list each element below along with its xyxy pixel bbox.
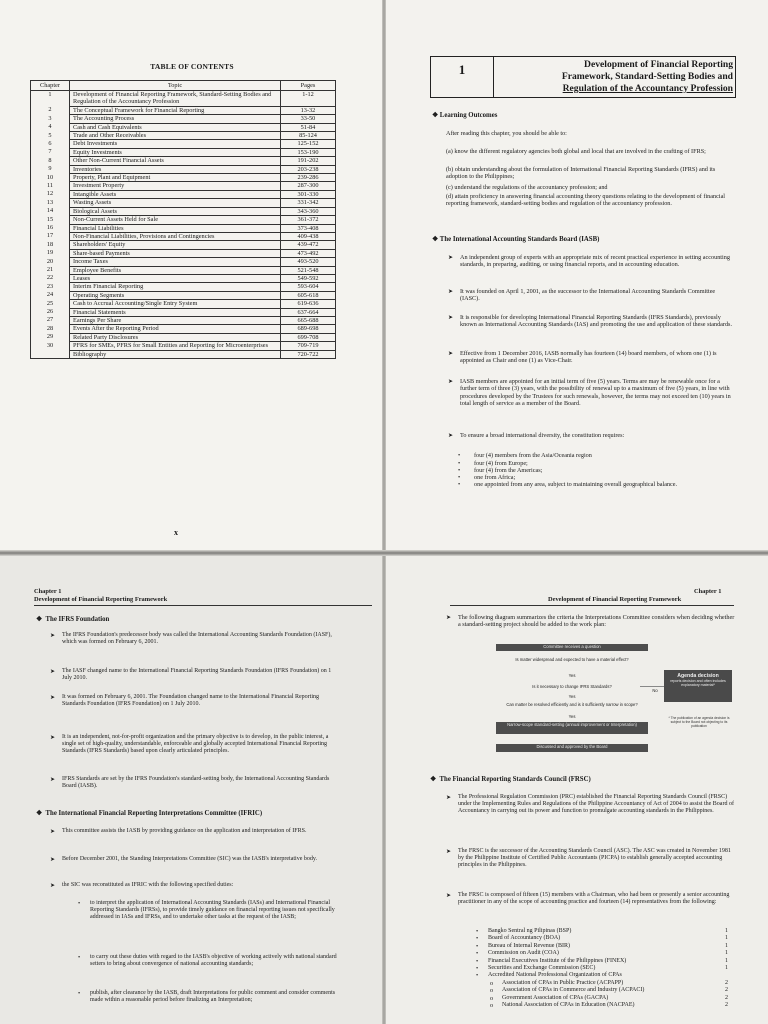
frsc-sub-member: National Association of CPAs in Education (NACPAE) [502, 1002, 635, 1008]
ifric-point: This committee assists the IASB by providing guidance on the application and interpretation of IFRS. [62, 828, 307, 834]
iasb-point: To ensure a broad international diversity, the constitution requires: [460, 432, 625, 439]
flow-yes-2: Yes [568, 694, 576, 699]
diamond-bullet-icon: ❖ [430, 776, 440, 783]
frsc-point: The Professional Regulation Commission (PRC) established the Financial Reporting Standards Council (FRSC) under the Implementing Rules and Regulations of the Philippine Accountancy of Act of 2004 to assist the Board of Accountancy in carrying out its power and function to promulgate accounting standards in the Philippines. [458, 794, 734, 815]
dot-bullet-icon: • [78, 900, 81, 907]
toc-pages: 373-408 [281, 224, 336, 232]
diversity-item: one from Africa; [474, 474, 516, 481]
toc-pages: 191-202 [281, 157, 336, 165]
agenda-subtitle: reports decision and often includes explanatory material* [670, 679, 726, 688]
dot-bullet-icon: • [458, 474, 461, 481]
circle-bullet-icon: o [490, 987, 494, 995]
toc-row [31, 190, 336, 198]
toc-chapter-number: 11 [31, 182, 70, 190]
toc-row [31, 123, 336, 131]
toc-topic: Employee Benefits [70, 266, 281, 274]
diamond-bullet-icon: ❖ [36, 616, 46, 623]
arrow-bullet-icon: ➤ [448, 379, 454, 385]
toc-chapter-number: 6 [31, 140, 70, 148]
iasb-point: Effective from 1 December 2016, IASB normally has fourteen (14) board members, of whom one (1) is appointed as Chair and one (1) as Vice-Chair. [460, 350, 717, 365]
frsc-member: Accredited National Professional Organization of CPAs [488, 972, 622, 979]
dot-bullet-icon: • [458, 481, 461, 488]
chapter-title-line: Regulation of the Accountancy Profession [562, 83, 733, 94]
toc-pages: 85-124 [281, 132, 336, 140]
flow-yes-3: Yes [568, 714, 576, 719]
toc-row [31, 199, 336, 207]
toc-page [0, 0, 384, 552]
frsc-member: Board of Accountancy (BOA) [488, 935, 561, 942]
frsc-member: Financial Executives Institute of the Philippines (FINEX) [488, 957, 627, 964]
running-title: Development of Financial Reporting Framework [34, 596, 168, 603]
toc-topic: Related Party Disclosures [70, 333, 281, 341]
frsc-member: Securities and Exchange Commission (SEC) [488, 965, 596, 971]
toc-pages: 521-548 [281, 266, 336, 274]
ifrs-point: IFRS Standards are set by the IFRS Foundation's standard-setting body, the International Accounting Standards Board (IASB). [62, 776, 330, 790]
frsc-sub-member: Association of CPAs in Commerce and Industry (ACPACI) [502, 987, 645, 994]
flow-no-label: No [652, 688, 658, 693]
frsc-member-count: 2 [725, 987, 728, 994]
ifric-duty: to interpret the application of International Accounting Standards (IASs) and International Financial Reporting Standards (IFRSs), to provide timely guidance on financial reporting issues not specifically addressed in IASs and IFRSs, and to undertake other tasks at the request of the IASB; [90, 900, 335, 921]
toc-pages: 439-472 [281, 241, 336, 249]
ifric-duty: publish, after clearance by the IASB, draft Interpretations for public comment and consider comments made within a reasonable period before finalizing an Interpretation; [90, 990, 336, 1004]
photo-seam [0, 550, 768, 556]
dot-bullet-icon: • [476, 965, 479, 972]
toc-pages: 1-12 [281, 91, 336, 107]
iasb-heading: ❖ The International Accounting Standards Board (IASB) [432, 236, 600, 243]
dot-bullet-icon: • [458, 467, 461, 474]
flow-question-3: Can matter be resolved efficiently and is it sufficiently narrow in scope? [506, 702, 638, 707]
agenda-title: Agenda decision [677, 673, 719, 679]
toc-row [31, 115, 336, 123]
toc-pages: 153-190 [281, 148, 336, 156]
running-chapter-label: Chapter 1 [694, 588, 722, 595]
toc-pages: 361-372 [281, 216, 336, 224]
iasb-point: IASB members are appointed for an initial term of five (5) years. Terms are may be renewable once for a further term of three (3) years, with the possibility of renewal up to a maximum of five (5) years, in line with procedures developed by the Trustees for such renewals, however, the terms may not exceed ten (10) years in total length of service as a member of the Board. [460, 378, 731, 407]
toc-row [31, 300, 336, 308]
toc-topic: The Accounting Process [70, 115, 281, 123]
running-chapter-label: Chapter 1 [34, 588, 62, 595]
toc-chapter-number: 15 [31, 216, 70, 224]
toc-pages: 593-604 [281, 283, 336, 291]
toc-topic: Wasting Assets [70, 199, 281, 207]
diamond-bullet-icon: ❖ [36, 810, 46, 817]
circle-bullet-icon: o [490, 1002, 494, 1009]
toc-pages: 301-330 [281, 190, 336, 198]
dot-bullet-icon: • [78, 990, 81, 997]
diamond-bullet-icon: ❖ [432, 236, 440, 243]
toc-pages: 409-438 [281, 232, 336, 240]
toc-pages: 239-286 [281, 174, 336, 182]
toc-row [31, 106, 336, 114]
arrow-bullet-icon: ➤ [50, 669, 56, 675]
arrow-bullet-icon: ➤ [50, 695, 56, 701]
agenda-footnote: * The publication of an agenda decision is subject to the Board not objecting to its publication [668, 716, 730, 728]
arrow-bullet-icon: ➤ [50, 735, 56, 741]
iasb-point: An independent group of experts with an appropriate mix of recent practical experience in setting accounting standards, in preparing, auditing, or using financial reports, and in accounting education. [460, 254, 730, 269]
toc-topic: Earnings Per Share [70, 316, 281, 324]
toc-chapter-number: 4 [31, 123, 70, 131]
dot-bullet-icon: • [458, 452, 461, 459]
toc-topic: Debt Investments [70, 140, 281, 148]
frsc-heading: ❖ The Financial Reporting Standards Council (FRSC) [430, 776, 591, 783]
running-title: Development of Financial Reporting Framework [548, 596, 682, 603]
toc-chapter-number: 3 [31, 115, 70, 123]
flow-start-box: Committee receives a question [496, 644, 648, 651]
circle-bullet-icon: o [490, 994, 494, 1002]
frsc-sub-member: Association of CPAs in Public Practice (ACPAPP) [502, 979, 624, 986]
frsc-member-count: 2 [725, 1002, 728, 1008]
toc-row [31, 316, 336, 324]
toc-chapter-number: 24 [31, 291, 70, 299]
toc-chapter-number: 7 [31, 148, 70, 156]
page-number: x [174, 528, 178, 537]
chapter-title-line: Development of Financial Reporting [584, 59, 733, 70]
toc-chapter-number: 8 [31, 157, 70, 165]
chapter-title-line: Framework, Standard-Setting Bodies and [561, 71, 733, 82]
toc-pages: 33-50 [281, 115, 336, 123]
toc-pages: 720-722 [281, 350, 336, 358]
ifrs-point: It was formed on February 6, 2001. The Foundation changed name to the International Financial Reporting Standards Foundation (IFRS Foundation) on 1 July 2010. [62, 694, 319, 708]
toc-pages: 287-300 [281, 182, 336, 190]
toc-row [31, 207, 336, 215]
toc-topic: Events After the Reporting Period [70, 325, 281, 333]
dot-bullet-icon: • [476, 957, 479, 965]
toc-topic: Income Taxes [70, 258, 281, 266]
iasb-point: It is responsible for developing International Financial Reporting Standards (IFRS Standards), previously known as International Accounting Standards (IAS) and promoting the use and application of these standards. [460, 314, 733, 329]
chapter-title [497, 59, 733, 95]
toc-row [31, 350, 336, 358]
toc-row [31, 342, 336, 350]
toc-pages: 51-84 [281, 123, 336, 131]
diversity-item: one appointed from any area, subject to maintaining overall geographical balance. [474, 481, 678, 488]
toc-chapter-number: 9 [31, 165, 70, 173]
toc-chapter-number: 20 [31, 258, 70, 266]
frsc-member-count: 1 [725, 965, 728, 971]
ifrs-point: The IFRS Foundation's predecessor body was called the International Accounting Standards Foundation (IASF), which was formed on February 6, 2001. [62, 632, 332, 646]
toc-chapter-number: 1 [31, 91, 70, 107]
toc-row [31, 266, 336, 274]
outcome-d: (d) attain proficiency in answering financial accounting theory questions relating to the development of financial reporting framework, standard-setting bodies and regulation of the accountancy profession. [446, 193, 726, 208]
toc-chapter-number: 5 [31, 132, 70, 140]
dot-bullet-icon: • [476, 935, 479, 943]
learning-outcomes-heading: ❖ Learning Outcomes [432, 112, 498, 119]
toc-topic: Equity Investments [70, 148, 281, 156]
arrow-bullet-icon: ➤ [50, 883, 56, 889]
ifrs-point: It is an independent, not-for-profit organization and the primary objective is to develop, in the public interest, a single set of high-quality, understandable, enforceable and globally accepted International Financial Reporting Standards (IFRS Standards) based upon clearly articulated principles. [62, 734, 329, 755]
ifrs-point: The IASF changed name to the International Financial Reporting Standards Foundation (IFRS Foundation) on 1 July 2010. [62, 668, 332, 682]
outcome-a: (a) know the different regulatory agencies both global and local that are involved in the crafting of IFRS; [446, 148, 706, 155]
toc-chapter-number: 28 [31, 325, 70, 333]
dot-bullet-icon: • [78, 954, 81, 961]
toc-topic: PFRS for SMEs, PFRS for Small Entities and Reporting for Microenterprises [70, 342, 281, 350]
toc-topic: Interim Financial Reporting [70, 283, 281, 291]
arrow-bullet-icon: ➤ [446, 849, 452, 855]
toc-row [31, 224, 336, 232]
toc-row [31, 308, 336, 316]
toc-chapter-number: 10 [31, 174, 70, 182]
toc-table [30, 80, 336, 359]
running-head-rule [34, 605, 372, 606]
circle-bullet-icon: o [490, 979, 494, 987]
toc-chapter-number: 14 [31, 207, 70, 215]
toc-row [31, 132, 336, 140]
toc-topic: Inventories [70, 165, 281, 173]
frsc-member-count: 1 [725, 957, 728, 964]
diversity-item: four (4) from Europe; [474, 460, 528, 467]
flow-end-box: Discussed and approved by the Board [496, 744, 648, 752]
toc-chapter-number: 17 [31, 232, 70, 240]
toc-row [31, 283, 336, 291]
toc-row [31, 274, 336, 282]
book-gutter [382, 0, 386, 1024]
toc-row [31, 333, 336, 341]
toc-chapter-number: 2 [31, 106, 70, 114]
diagram-intro: The following diagram summarizes the criteria the Interpretations Committee considers when deciding whether a standard-setting project should be added to the work plan: [458, 614, 735, 629]
ifric-point: Before December 2001, the Standing Interpretations Committee (SIC) was the IASB's interpretative body. [62, 856, 317, 862]
frsc-point: The FRSC is the successor of the Accounting Standards Council (ASC). The ASC was created in November 1981 by the Philippine Institute of Certified Public Accountants (PICPA) to establish generally accepted accounting principles in the Philippines. [458, 848, 731, 869]
outcome-b: (b) obtain understanding about the formulation of International Financial Reporting Standards (IFRS) and its adoption to the Philippines; [446, 166, 716, 181]
toc-pages: 665-688 [281, 316, 336, 324]
arrow-bullet-icon: ➤ [50, 633, 56, 639]
diamond-bullet-icon: ❖ [432, 112, 440, 119]
toc-chapter-number: 27 [31, 316, 70, 324]
toc-row [31, 148, 336, 156]
arrow-bullet-icon: ➤ [50, 829, 56, 835]
toc-topic: Leases [70, 274, 281, 282]
frsc-member-count: 1 [725, 928, 728, 934]
toc-row [31, 91, 336, 107]
toc-chapter-number: 23 [31, 283, 70, 291]
dot-bullet-icon: • [476, 928, 479, 935]
toc-pages: 699-708 [281, 333, 336, 341]
toc-pages: 637-664 [281, 308, 336, 316]
toc-title: TABLE OF CONTENTS [150, 62, 234, 71]
toc-topic: Intangible Assets [70, 190, 281, 198]
toc-pages: 549-592 [281, 274, 336, 282]
toc-topic: Bibliography [70, 350, 281, 358]
toc-header-chapter: Chapter [31, 81, 70, 91]
dot-bullet-icon: • [476, 950, 479, 958]
toc-topic: Shareholders' Equity [70, 241, 281, 249]
toc-row [31, 241, 336, 249]
learning-intro: After reading this chapter, you should be able to: [446, 130, 567, 137]
toc-topic: Non-Current Assets Held for Sale [70, 216, 281, 224]
arrow-bullet-icon: ➤ [446, 615, 452, 621]
arrow-bullet-icon: ➤ [50, 777, 56, 783]
dot-bullet-icon: • [476, 942, 479, 950]
toc-header-topic: Topic [70, 81, 281, 91]
frsc-member-count: 1 [725, 942, 728, 949]
diversity-item: four (4) members from the Asia/Oceania region [474, 452, 592, 459]
toc-chapter-number: 21 [31, 266, 70, 274]
toc-row [31, 182, 336, 190]
toc-row [31, 165, 336, 173]
frsc-member: Bangko Sentral ng Pilipinas (BSP) [488, 928, 572, 934]
toc-header-pages: Pages [281, 81, 336, 91]
frsc-member: Commission on Audit (COA) [488, 950, 559, 957]
toc-pages: 343-360 [281, 207, 336, 215]
toc-row [31, 174, 336, 182]
outcome-c: (c) understand the regulations of the accountancy profession; and [446, 184, 608, 191]
toc-pages: 619-636 [281, 300, 336, 308]
frsc-member-count: 2 [725, 994, 728, 1001]
toc-row [31, 249, 336, 257]
toc-row [31, 258, 336, 266]
toc-topic: Cash and Cash Equivalents [70, 123, 281, 131]
toc-chapter-number: 18 [31, 241, 70, 249]
arrow-bullet-icon: ➤ [446, 795, 452, 801]
ifric-duty: to carry out these duties with regard to the IASB's objective of working actively with national standard setters to bring about convergence of national accounting standards; [90, 954, 337, 968]
toc-row [31, 216, 336, 224]
toc-topic: Property, Plant and Equipment [70, 174, 281, 182]
toc-topic: Development of Financial Reporting Framework, Standard-Setting Bodies and Regulation of the Accountancy Profession [70, 91, 281, 107]
toc-topic: Investment Property [70, 182, 281, 190]
toc-row [31, 232, 336, 240]
toc-chapter-number: 26 [31, 308, 70, 316]
toc-chapter-number: 16 [31, 224, 70, 232]
toc-row [31, 291, 336, 299]
toc-chapter-number: 29 [31, 333, 70, 341]
toc-topic: Biological Assets [70, 207, 281, 215]
arrow-bullet-icon: ➤ [448, 433, 454, 439]
toc-chapter-number: 30 [31, 342, 70, 350]
dot-bullet-icon: • [476, 972, 479, 980]
toc-pages: 125-152 [281, 140, 336, 148]
flow-narrow-scope-box: Narrow-scope standard-setting (annual improvement or Interpretation) [496, 722, 648, 734]
flow-connector [640, 686, 664, 687]
toc-topic: The Conceptual Framework for Financial Reporting [70, 106, 281, 114]
toc-topic: Share-based Payments [70, 249, 281, 257]
toc-topic: Trade and Other Receivables [70, 132, 281, 140]
frsc-sub-member: Government Association of CPAs (GACPA) [502, 994, 609, 1001]
toc-chapter-number: 19 [31, 249, 70, 257]
ifric-heading: ❖ The International Financial Reporting Interpretations Committee (IFRIC) [36, 810, 263, 817]
frsc-member-count: 1 [725, 950, 728, 957]
toc-topic: Non-Financial Liabilities, Provisions and Contingencies [70, 232, 281, 240]
toc-chapter-number: 12 [31, 190, 70, 198]
toc-pages: 689-698 [281, 325, 336, 333]
toc-topic: Financial Statements [70, 308, 281, 316]
toc-row [31, 140, 336, 148]
toc-pages: 13-32 [281, 106, 336, 114]
toc-row [31, 157, 336, 165]
toc-pages: 493-520 [281, 258, 336, 266]
ifric-point: the SIC was reconstituted as IFRIC with the following specified duties: [62, 882, 234, 888]
toc-row [31, 325, 336, 333]
running-head-rule [450, 605, 734, 606]
arrow-bullet-icon: ➤ [448, 351, 454, 357]
chapter-heading-box [430, 56, 736, 98]
toc-topic: Cash to Accrual Accounting/Single Entry System [70, 300, 281, 308]
toc-pages: 605-618 [281, 291, 336, 299]
toc-chapter-number: 25 [31, 300, 70, 308]
frsc-point: The FRSC is composed of fifteen (15) members with a Chairman, who had been or presently a senior accounting practitioner in any of the scope of accounting practice and fourteen (14) representatives from the following: [458, 892, 730, 906]
arrow-bullet-icon: ➤ [446, 893, 452, 899]
toc-chapter-number [31, 350, 70, 358]
toc-chapter-number: 22 [31, 274, 70, 282]
frsc-member-count: 2 [725, 979, 728, 986]
chapter-number: 1 [431, 57, 494, 97]
diversity-item: four (4) from the Americas; [474, 467, 543, 474]
arrow-bullet-icon: ➤ [448, 289, 454, 295]
flow-question-2: Is it necessary to change IFRS Standards? [532, 684, 612, 689]
agenda-decision-box [664, 670, 732, 702]
arrow-bullet-icon: ➤ [448, 315, 454, 321]
ifrs-foundation-heading: ❖ The IFRS Foundation [36, 616, 110, 623]
iasb-point: It was founded on April 1, 2001, as the successor to the International Accounting Standards Committee (IASC). [460, 288, 716, 303]
dot-bullet-icon: • [458, 460, 461, 467]
toc-chapter-number: 13 [31, 199, 70, 207]
flow-yes-1: Yes [568, 673, 576, 678]
frsc-member-count: 1 [725, 935, 728, 942]
arrow-bullet-icon: ➤ [448, 255, 454, 261]
frsc-member: Bureau of Internal Revenue (BIR) [488, 942, 570, 949]
toc-topic: Financial Liabilities [70, 224, 281, 232]
toc-topic: Operating Segments [70, 291, 281, 299]
flow-question-1: Is matter widespread and expected to have a material effect? [515, 657, 629, 662]
toc-pages: 709-719 [281, 342, 336, 350]
toc-pages: 331-342 [281, 199, 336, 207]
toc-pages: 473-492 [281, 249, 336, 257]
arrow-bullet-icon: ➤ [50, 857, 56, 863]
toc-topic: Other Non-Current Financial Assets [70, 157, 281, 165]
toc-pages: 203-238 [281, 165, 336, 173]
